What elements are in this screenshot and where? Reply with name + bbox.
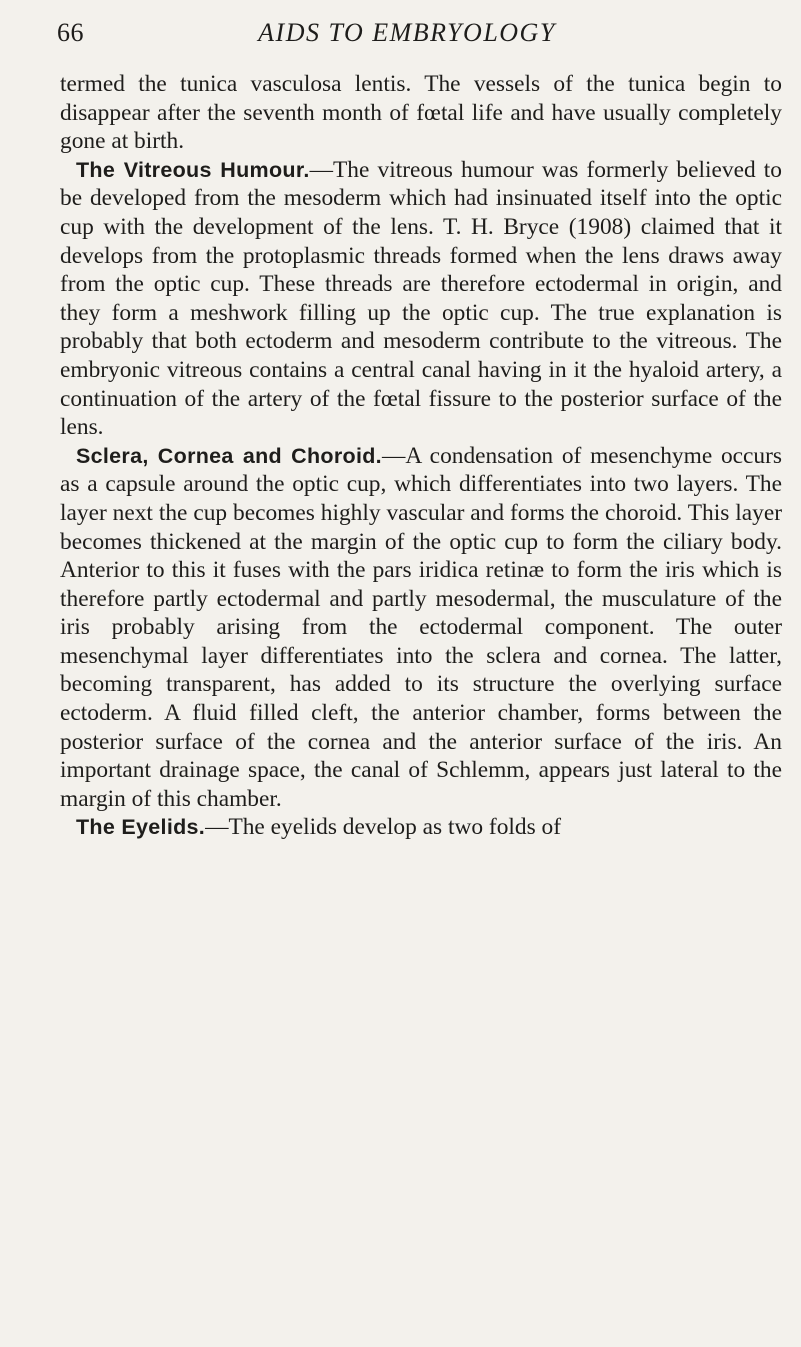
heading-separator: — — [381, 442, 406, 469]
section-heading-eyelids: The Eyelids. — [76, 815, 206, 840]
paragraph-text: The eyelids develop as two folds of — [228, 814, 562, 841]
paragraph-text: termed the tunica vasculosa lentis. The vessels of the tunica begin to disappear after the seventh month of fœtal life and have usually completely gone at birth. — [60, 71, 782, 155]
paragraph-tunica-continuation — [60, 70, 782, 156]
body-text — [60, 70, 782, 842]
paragraph-sclera-cornea-choroid — [60, 442, 782, 814]
page-number: 66 — [57, 18, 84, 47]
paragraph-eyelids — [60, 813, 782, 842]
heading-separator: — — [205, 814, 229, 841]
paragraph-vitreous-humour — [60, 156, 782, 442]
paragraph-text: A condensation of mesenchyme occurs as a capsule around the optic cup, which differentiates into two layers. The layer next the cup becomes highly vascular and forms the choroid. This layer becomes thickened at the margin of the optic cup to form the ciliary body. Anterior to this it fuses with the pars iridica retinæ to form the iris which is therefore partly ectodermal and partly mesodermal, the musculature of the iris probably arising from the ectodermal component. The outer mesenchymal layer differentiates into the sclera and cornea. The latter, becoming transparent, has added to its structure the overlying surface ectoderm. A fluid filled cleft, the anterior chamber, forms between the posterior surface of the cornea and the anterior surface of the iris. An important drainage space, the canal of Schlemm, appears just lateral to the margin of this chamber. — [60, 442, 782, 812]
running-head — [57, 18, 757, 58]
section-heading-sclera-cornea-choroid: Sclera, Cornea and Choroid. — [76, 443, 382, 468]
heading-separator: — — [309, 156, 333, 183]
paragraph-text: The vitreous humour was formerly believed to be developed from the mesoderm which had insinuated itself into the optic cup with the development of the lens. T. H. Bryce (1908) claimed that it develops from the protoplasmic threads formed when the lens draws away from the optic cup. These threads are therefore ectodermal in origin, and they form a meshwork filling up the optic cup. The true explanation is probably that both ectoderm and mesoderm contribute to the vitreous. The embryonic vitreous contains a central canal having in it the hyaloid artery, a continuation of the artery of the fœtal fissure to the posterior surface of the lens. — [60, 156, 782, 441]
running-title: AIDS TO EMBRYOLOGY — [258, 18, 556, 47]
section-heading-vitreous-humour: The Vitreous Humour. — [76, 157, 310, 182]
